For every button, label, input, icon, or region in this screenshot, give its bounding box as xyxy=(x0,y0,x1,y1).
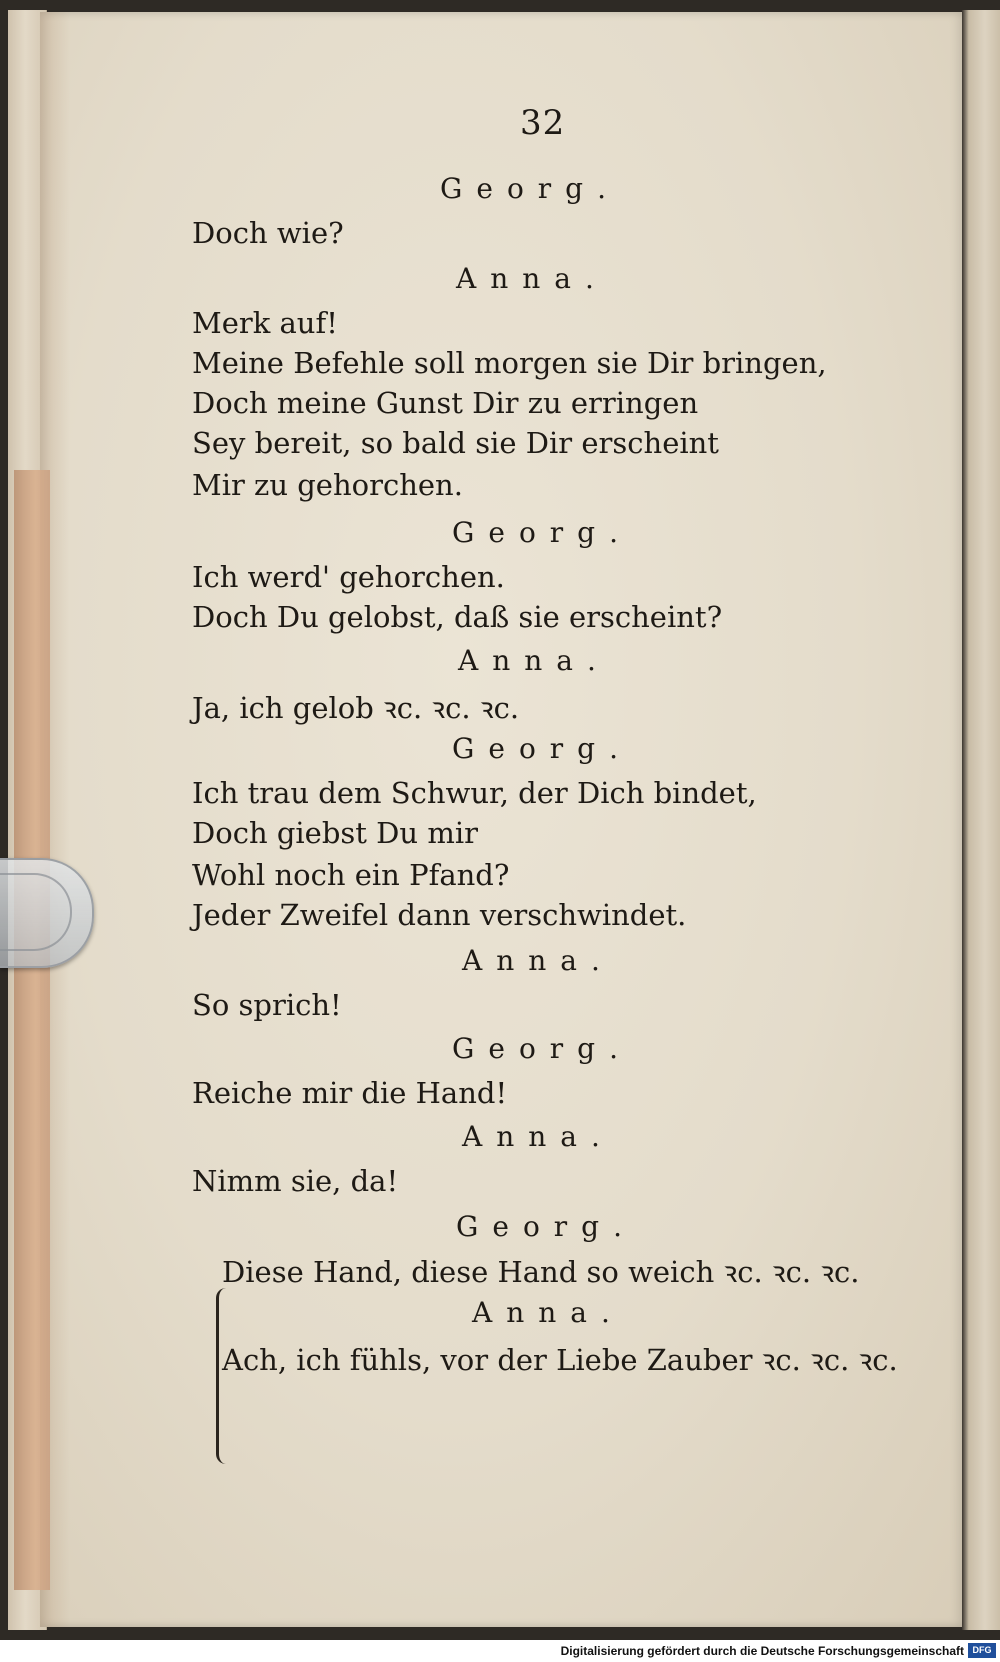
duet-brace xyxy=(216,1288,233,1464)
speaker-name: Georg. xyxy=(452,516,633,549)
verse-line: Ich werd' gehorchen. xyxy=(192,560,505,594)
verse-line: Ach, ich fühls, vor der Liebe Zauber ꝛc. ꝛc. ꝛc. xyxy=(222,1343,898,1377)
verse-line: Ja, ich gelob ꝛc. ꝛc. ꝛc. xyxy=(192,691,520,725)
verse-line: So sprich! xyxy=(192,988,342,1022)
page-number: 32 xyxy=(520,103,566,143)
verse-line: Jeder Zweifel dann verschwindet. xyxy=(192,898,687,932)
speaker-name: Georg. xyxy=(452,1032,633,1065)
speaker-name: Georg. xyxy=(456,1210,637,1243)
speaker-name: Anna. xyxy=(462,944,614,977)
dfg-logo: DFG xyxy=(968,1643,996,1658)
speaker-name: Georg. xyxy=(452,732,633,765)
verse-line: Reiche mir die Hand! xyxy=(192,1076,508,1110)
verse-line: Merk auf! xyxy=(192,306,338,340)
verse-line: Wohl noch ein Pfand? xyxy=(192,858,510,892)
verse-line: Doch Du gelobst, daß sie erscheint? xyxy=(192,600,723,634)
speaker-name: Georg. xyxy=(440,172,621,205)
speaker-name: Anna. xyxy=(458,644,610,677)
verse-line: Mir zu gehorchen. xyxy=(192,468,463,502)
verse-line: Nimm sie, da! xyxy=(192,1164,399,1198)
verse-line: Diese Hand, diese Hand so weich ꝛc. ꝛc. ꝛc. xyxy=(222,1255,860,1289)
speaker-name: Anna. xyxy=(462,1120,614,1153)
verse-line: Ich trau dem Schwur, der Dich bindet, xyxy=(192,776,757,810)
verse-line: Sey bereit, so bald sie Dir erscheint xyxy=(192,426,719,460)
footer-bar xyxy=(0,1640,1000,1662)
speaker-name: Anna. xyxy=(456,262,608,295)
verse-line: Doch meine Gunst Dir zu erringen xyxy=(192,386,699,420)
verse-line: Meine Befehle soll morgen sie Dir bringen, xyxy=(192,346,827,380)
verse-line: Doch giebst Du mir xyxy=(192,816,478,850)
verse-line: Doch wie? xyxy=(192,216,344,250)
digitization-credit: Digitalisierung gefördert durch die Deutsche Forschungsgemeinschaft xyxy=(560,1644,964,1658)
speaker-name: Anna. xyxy=(472,1296,624,1329)
